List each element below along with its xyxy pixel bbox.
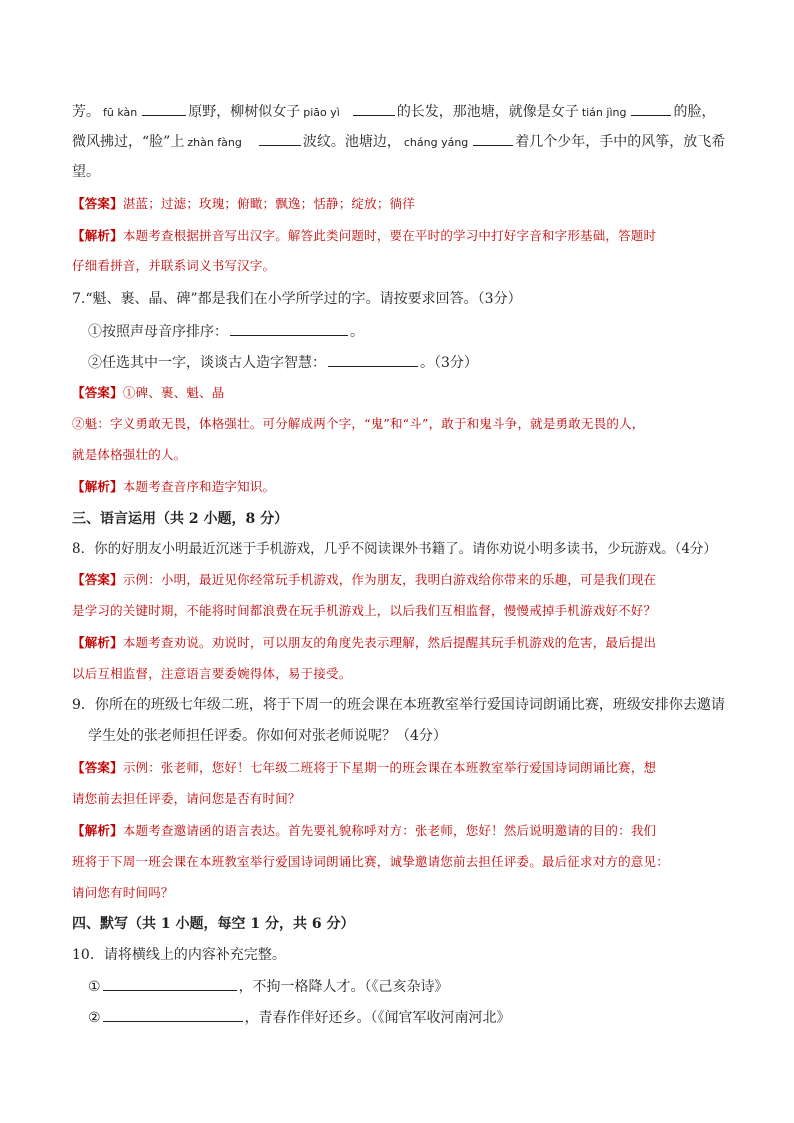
q8-answer-1 — [72, 570, 656, 590]
q6-analysis-1 — [72, 226, 656, 246]
fill-blank[interactable] — [473, 131, 513, 146]
q9-analysis-1 — [72, 821, 656, 841]
pinyin: fū kàn — [103, 106, 138, 119]
analysis-text: 本题考查音序和造字知识。 — [122, 479, 276, 494]
text: 。（3分） — [420, 355, 478, 371]
q10-line-1 — [88, 976, 449, 997]
fill-blank[interactable] — [259, 131, 301, 146]
q6-analysis-2: 仔细看拼音，并联系词义书写汉字。 — [72, 258, 276, 273]
q8-stem: 8．你的好朋友小明最近沉迷于手机游戏，几乎不阅读课外书籍了。请你劝说小明多读书，少玩游戏。（4分） — [72, 541, 717, 557]
q6-answer — [72, 194, 415, 214]
text: 着几个少年，手中的风筝，放飞希 — [515, 134, 726, 150]
text: ，青春作伴好还乡。（《闻官军收河南河北》 — [244, 1010, 511, 1026]
pinyin: piāo yì — [303, 106, 340, 119]
analysis-text: 本题考查根据拼音写出汉字。解答此类问题时，要在平时的学习中打好字音和字形基础，答题时 — [122, 228, 657, 243]
text: ① — [88, 979, 101, 995]
q9-analysis-3: 请问您有时间吗？ — [72, 885, 174, 900]
text: 的长发，那池塘，就像是女子 — [396, 104, 579, 120]
q8-analysis-1 — [72, 633, 656, 653]
fill-blank[interactable] — [353, 101, 395, 116]
answer-label: 【答案】 — [72, 196, 123, 211]
fill-blank[interactable] — [631, 101, 671, 116]
text: 。 — [350, 324, 364, 340]
q7-analysis — [72, 477, 275, 497]
q9-answer-1 — [72, 758, 656, 778]
answer-label: 【答案】 — [72, 385, 123, 400]
q10-stem: 10．请将横线上的内容补充完整。 — [72, 947, 286, 963]
answer-text: 示例：张老师，您好！七年级二班将于下星期一的班会课在本班教室举行爱国诗词朗诵比赛，想 — [122, 760, 657, 775]
text: 微风拂过，“脸”上 — [72, 134, 185, 150]
answer-text: 湛蓝；过滤；玫瑰；俯瞰；飘逸；恬静；绽放；徜徉 — [122, 196, 415, 211]
text: 原野，柳树似女子 — [188, 104, 301, 120]
q9-analysis-2: 班将于下周一班会课在本班教室举行爱国诗词朗诵比赛，诚挚邀请您前去担任评委。最后征求对方的意见： — [72, 854, 669, 869]
pinyin: tián jìng — [581, 106, 627, 119]
section-4-title: 四、默写（共 1 小题，每空 1 分，共 6 分） — [72, 916, 355, 932]
q9-stem-2: 学生处的张老师担任评委。你如何对张老师说呢？（4分） — [88, 728, 447, 744]
fill-blank[interactable] — [103, 1007, 243, 1022]
q10-line-2 — [88, 1007, 511, 1028]
q7-answer-2a: ②魁：字义勇敢无畏，体格强壮。可分解成两个字，“鬼”和“斗”，敢于和鬼斗争，就是勇敢无畏的人， — [72, 416, 645, 431]
section-3-title: 三、语言运用（共 2 小题，8 分） — [72, 511, 289, 527]
analysis-text: 本题考查邀请函的语言表达。首先要礼貌称呼对方：张老师，您好！然后说明邀请的目的：我们 — [122, 823, 657, 838]
text: 波纹。池塘边， — [302, 134, 401, 150]
analysis-label: 【解析】 — [72, 479, 123, 494]
text: ②任选其中一字，谈谈古人造字智慧： — [88, 355, 326, 371]
answer-label: 【答案】 — [72, 572, 123, 587]
analysis-text: 本题考查劝说。劝说时，可以朋友的角度先表示理解，然后提醒其玩手机游戏的危害，最后提出 — [122, 635, 657, 650]
fill-blank[interactable] — [328, 352, 418, 367]
q7-stem: 7.“魁、裹、晶、碑”都是我们在小学所学过的字。请按要求回答。（3分） — [72, 291, 522, 307]
analysis-label: 【解析】 — [72, 228, 123, 243]
text: 的脸， — [673, 104, 716, 120]
q7-answer — [72, 383, 224, 403]
pinyin: zhàn fàng — [187, 136, 242, 149]
analysis-label: 【解析】 — [72, 823, 123, 838]
fill-blank[interactable] — [230, 321, 348, 336]
q8-answer-2: 是学习的关键时期，不能将时间都浪费在玩手机游戏上，以后我们互相监督，慢慢戒掉手机游戏好不好？ — [72, 603, 657, 618]
q9-answer-2: 请您前去担任评委，请问您是否有时间？ — [72, 791, 301, 806]
text: ，不拘一格降人才。（《己亥杂诗》 — [238, 979, 449, 995]
q8-analysis-2: 以后互相监督，注意语言要委婉得体，易于接受。 — [72, 666, 352, 681]
q9-stem-1: 9．你所在的班级七年级二班，将于下周一的班会课在本班教室举行爱国诗词朗诵比赛，班级安排你去邀请 — [72, 697, 725, 713]
fill-blank[interactable] — [103, 976, 237, 991]
text: 芳。 — [72, 104, 100, 120]
answer-text: 示例：小明，最近见你经常玩手机游戏，作为朋友，我明白游戏给你带来的乐趣，可是我们现在 — [122, 572, 657, 587]
q6-line-1 — [72, 101, 715, 123]
text: ①按照声母音序排序： — [88, 324, 228, 340]
q6-line-3: 望。 — [72, 164, 100, 180]
text: ② — [88, 1010, 101, 1026]
q7-answer-2b: 就是体格强壮的人。 — [72, 447, 187, 462]
pinyin: cháng yáng — [403, 136, 469, 149]
fill-blank[interactable] — [142, 101, 186, 116]
q7-sub2 — [88, 352, 478, 373]
q6-line-2 — [72, 131, 725, 153]
q7-sub1 — [88, 321, 364, 342]
analysis-label: 【解析】 — [72, 635, 123, 650]
answer-text: ①碑、裹、魁、晶 — [122, 385, 225, 400]
answer-label: 【答案】 — [72, 760, 123, 775]
